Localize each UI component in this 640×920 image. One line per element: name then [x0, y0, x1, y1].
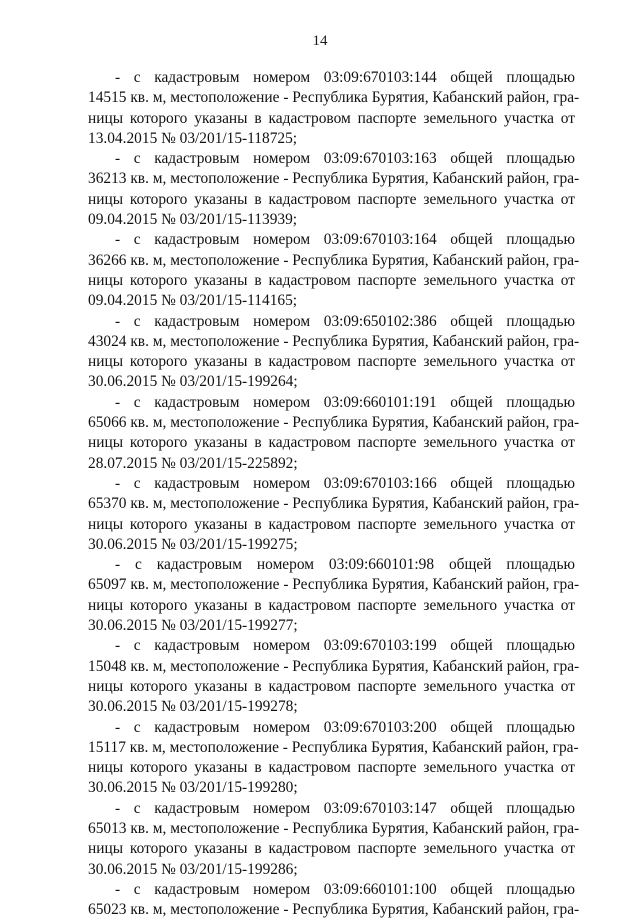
text-line: ницы которого указаны в кадастровом паспорте земельного участка от	[88, 596, 575, 614]
text-line: ницы которого указаны в кадастровом паспорте земельного участка от	[88, 677, 575, 695]
text-line: 15117 кв. м, местоположение - Республика Бурятия, Кабанский район, гра-	[88, 738, 579, 756]
text-line: 28.07.2015 № 03/201/15-225892;	[88, 454, 298, 472]
text-line: ницы которого указаны в кадастровом паспорте земельного участка от	[88, 109, 575, 127]
text-line: - с кадастровым номером 03:09:670103:199 общей площадью	[115, 637, 575, 655]
text-line: 30.06.2015 № 03/201/15-199264;	[88, 373, 298, 391]
text-line: 65097 кв. м, местоположение - Республика Бурятия, Кабанский район, гра-	[88, 576, 580, 594]
text-line: 36213 кв. м, местоположение - Республика Бурятия, Кабанский район, гра-	[88, 170, 580, 188]
text-line: - с кадастровым номером 03:09:670103:200 общей площадью	[115, 718, 575, 736]
text-line: 30.06.2015 № 03/201/15-199275;	[88, 535, 298, 553]
text-line: ницы которого указаны в кадастровом паспорте земельного участка от	[88, 840, 575, 858]
text-line: 65066 кв. м, местоположение - Республика Бурятия, Кабанский район, гра-	[88, 414, 580, 432]
page-number: 14	[312, 33, 328, 49]
text-line: - с кадастровым номером 03:09:660101:98 общей площадью	[115, 556, 575, 574]
text-line: ницы которого указаны в кадастровом паспорте земельного участка от	[88, 515, 575, 533]
text-line: 09.04.2015 № 03/201/15-113939;	[88, 211, 298, 229]
text-line: 15048 кв. м, местоположение - Республика Бурятия, Кабанский район, гра-	[88, 657, 580, 675]
text-line: 30.06.2015 № 03/201/15-199280;	[88, 779, 298, 797]
text-line: ницы которого указаны в кадастровом паспорте земельного участка от	[88, 190, 575, 208]
text-line: - с кадастровым номером 03:09:670103:166 общей площадью	[115, 474, 575, 492]
text-line: - с кадастровым номером 03:09:660101:100 общей площадью	[115, 880, 575, 898]
text-line: - с кадастровым номером 03:09:670103:164 общей площадью	[115, 231, 575, 249]
text-line: 13.04.2015 № 03/201/15-118725;	[88, 129, 298, 147]
text-line: ницы которого указаны в кадастровом паспорте земельного участка от	[88, 434, 575, 452]
text-line: 65023 кв. м, местоположение - Республика Бурятия, Кабанский район, гра-	[88, 901, 580, 919]
text-line: 09.04.2015 № 03/201/15-114165;	[88, 292, 298, 310]
text-line: 30.06.2015 № 03/201/15-199286;	[88, 860, 298, 878]
text-line: - с кадастровым номером 03:09:650102:386 общей площадью	[115, 312, 575, 330]
text-line: - с кадастровым номером 03:09:660101:191 общей площадью	[115, 393, 575, 411]
text-line: 30.06.2015 № 03/201/15-199278;	[88, 698, 298, 716]
text-line: - с кадастровым номером 03:09:670103:163 общей площадью	[115, 150, 575, 168]
text-line: 65013 кв. м, местоположение - Республика Бурятия, Кабанский район, гра-	[88, 819, 580, 837]
document-body	[88, 68, 580, 920]
text-line: 30.06.2015 № 03/201/15-199277;	[88, 617, 298, 635]
text-line: 43024 кв. м, местоположение - Республика Бурятия, Кабанский район, гра-	[88, 332, 580, 350]
text-line: ницы которого указаны в кадастровом паспорте земельного участка от	[88, 271, 575, 289]
text-line: 65370 кв. м, местоположение - Республика Бурятия, Кабанский район, гра-	[88, 495, 580, 513]
text-line: 36266 кв. м, местоположение - Республика Бурятия, Кабанский район, гра-	[88, 251, 580, 269]
text-line: ницы которого указаны в кадастровом паспорте земельного участка от	[88, 759, 575, 777]
text-line: ницы которого указаны в кадастровом паспорте земельного участка от	[88, 353, 575, 371]
text-line: 14515 кв. м, местоположение - Республика Бурятия, Кабанский район, гра-	[88, 89, 580, 107]
text-line: - с кадастровым номером 03:09:670103:147 общей площадью	[115, 799, 575, 817]
text-line: - с кадастровым номером 03:09:670103:144 общей площадью	[115, 69, 575, 86]
